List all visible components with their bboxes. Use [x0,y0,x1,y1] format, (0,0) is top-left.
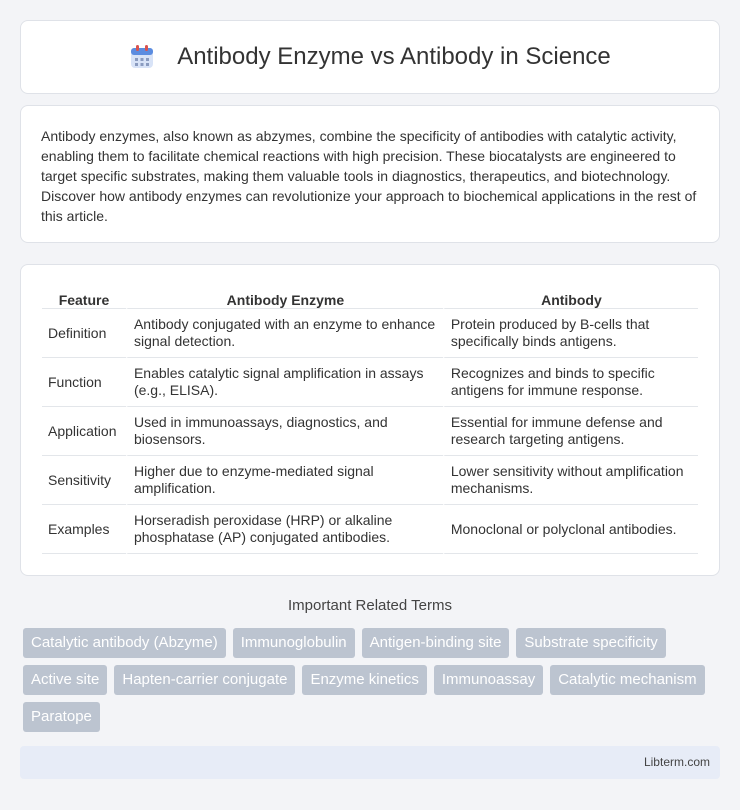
table-header-row [42,285,698,309]
related-term-tag[interactable]: Antigen-binding site [362,628,510,658]
table-row [42,358,698,407]
related-term-tag[interactable]: Active site [23,665,107,695]
intro-text: Antibody enzymes, also known as abzymes, combine the specificity of antibodies with catalytic activity, enabling them to facilitate chemical reactions with high precision. These biocatalysts are engineered to target specific substrates, making them valuable tools in diagnostics, therapeutics, and biotechnology. Discover how antibody enzymes can revolutionize your approach to biochemical applications in the rest of this article. [41,128,697,224]
intro-card [20,105,720,243]
table-row [42,407,698,456]
related-terms-heading: Important Related Terms [288,597,452,614]
table-cell: Higher due to enzyme-mediated signal amplification. [126,456,443,505]
table-row [42,309,698,358]
related-term-tag[interactable]: Paratope [23,702,100,732]
table-cell-feature: Definition [42,309,126,358]
table-cell-feature: Function [42,358,126,407]
column-header: Feature [42,285,126,309]
related-terms-list [23,628,723,732]
table-row [42,505,698,554]
table-cell-feature: Application [42,407,126,456]
column-header: Antibody Enzyme [126,285,443,309]
table-cell: Used in immunoassays, diagnostics, and biosensors. [126,407,443,456]
footer [20,746,720,779]
table-cell: Recognizes and binds to specific antigens for immune response. [443,358,698,407]
related-term-tag[interactable]: Catalytic antibody (Abzyme) [23,628,226,658]
table-cell: Monoclonal or polyclonal antibodies. [443,505,698,554]
related-term-tag[interactable]: Hapten-carrier conjugate [114,665,295,695]
table-cell-feature: Sensitivity [42,456,126,505]
footer-site-link[interactable]: Libterm.com [643,755,710,769]
related-term-tag[interactable]: Substrate specificity [516,628,665,658]
related-term-tag[interactable]: Enzyme kinetics [302,665,426,695]
table-cell: Horseradish peroxidase (HRP) or alkaline phosphatase (AP) conjugated antibodies. [126,505,443,554]
table-cell: Protein produced by B-cells that specifically binds antigens. [443,309,698,358]
comparison-table [42,285,698,554]
comparison-table-card [20,264,720,576]
table-row [42,456,698,505]
table-cell: Antibody conjugated with an enzyme to enhance signal detection. [126,309,443,358]
page-title: Antibody Enzyme vs Antibody in Science [177,43,611,70]
related-term-tag[interactable]: Immunoassay [434,665,543,695]
table-cell: Enables catalytic signal amplification in assays (e.g., ELISA). [126,358,443,407]
table-cell: Essential for immune defense and research targeting antigens. [443,407,698,456]
related-term-tag[interactable]: Catalytic mechanism [550,665,704,695]
table-cell: Lower sensitivity without amplification mechanisms. [443,456,698,505]
table-cell-feature: Examples [42,505,126,554]
related-term-tag[interactable]: Immunoglobulin [233,628,355,658]
column-header: Antibody [443,285,698,309]
title-card [20,20,720,94]
calendar-icon [129,44,155,70]
